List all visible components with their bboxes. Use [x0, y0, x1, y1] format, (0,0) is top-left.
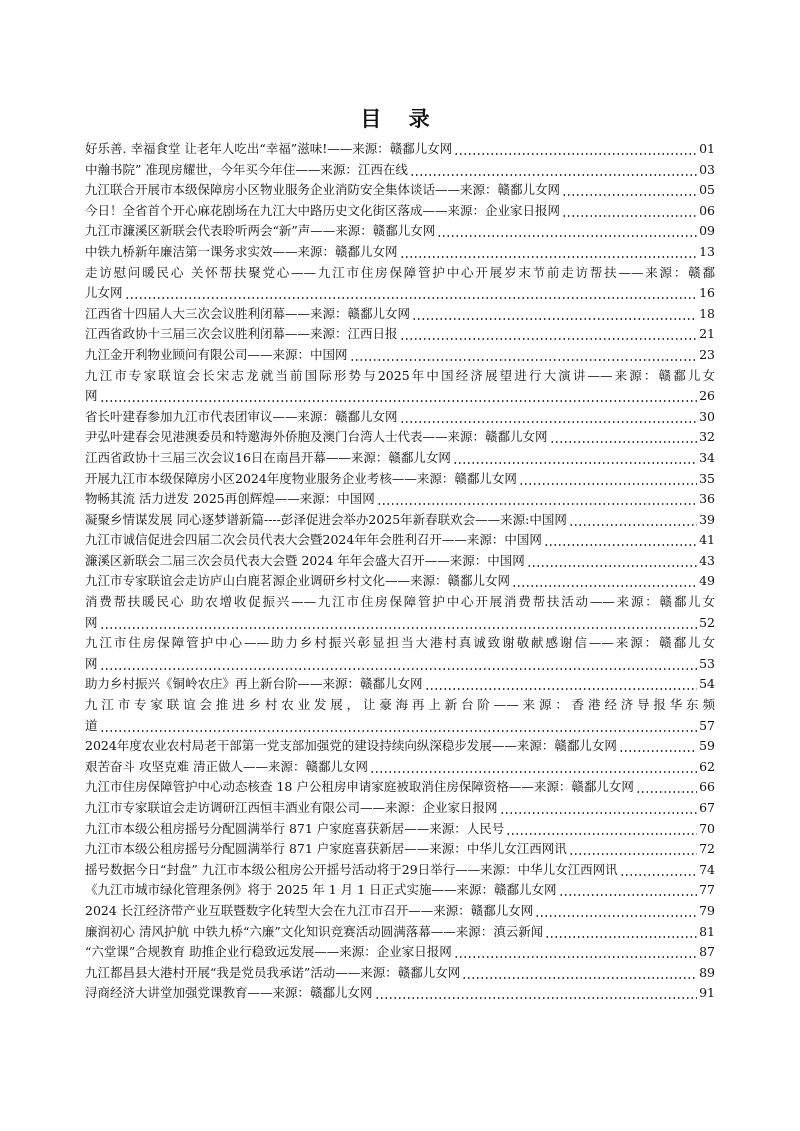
toc-entry[interactable] — [85, 345, 715, 366]
toc-entry[interactable] — [85, 366, 715, 407]
toc-page-number: 41 — [699, 532, 715, 548]
dot-leader — [370, 757, 697, 773]
dot-leader — [412, 304, 697, 320]
toc-list — [85, 139, 715, 1004]
toc-entry[interactable] — [85, 674, 715, 695]
toc-page-number: 03 — [699, 161, 715, 177]
toc-page-number: 72 — [699, 841, 715, 857]
toc-entry-title: 九江都昌县大港村开展“我是党员我承诺”活动——来源：赣鄱儿女网 — [85, 964, 461, 980]
toc-entry[interactable] — [85, 592, 715, 633]
toc-entry-title: 开展九江市本级保障房小区2024年度物业服务企业考核——来源：赣鄱儿女网 — [85, 470, 517, 486]
toc-entry-title-line1: 消费帮扶暖民心 助农增收促振兴——九江市住房保障管护中心开展消费帮扶活动——来源：赣鄱儿女 — [85, 594, 715, 610]
toc-page-number: 26 — [699, 388, 715, 404]
dot-leader — [619, 736, 697, 752]
toc-page-number: 66 — [699, 779, 715, 795]
toc-entry-title: 艰苦奋斗 攻坚克难 清正做人——来源：赣鄱儿女网 — [85, 758, 368, 774]
toc-page-number: 32 — [699, 429, 715, 445]
dot-leader — [500, 798, 698, 814]
toc-entry[interactable] — [85, 139, 715, 160]
toc-entry-title: 中瀚书院” 准现房耀世，今年买今年住——来源：江西在线 — [85, 161, 408, 177]
toc-entry-title: 浔商经济大讲堂加强党课教育——来源：赣鄱儿女网 — [85, 985, 373, 1001]
toc-entry-title: 2024年度农业农村局老干部第一党支部加强党的建设持续向纵深稳步发展——来源：赣鄱儿女网 — [85, 738, 617, 754]
toc-page-number: 21 — [699, 326, 715, 342]
toc-page-number: 49 — [699, 573, 715, 589]
dot-leader — [506, 819, 697, 835]
toc-page-number: 06 — [699, 202, 715, 218]
toc-page-number: 01 — [699, 141, 715, 156]
dot-leader — [425, 674, 698, 690]
toc-entry[interactable] — [85, 901, 715, 922]
toc-entry[interactable] — [85, 427, 715, 448]
dot-leader — [350, 345, 698, 361]
toc-page-number: 09 — [699, 223, 715, 239]
toc-page-number: 59 — [699, 738, 715, 754]
toc-page-number: 52 — [699, 614, 715, 630]
toc-page-number: 39 — [699, 511, 715, 527]
toc-entry[interactable] — [85, 160, 715, 181]
dot-leader — [100, 386, 698, 402]
toc-entry[interactable] — [85, 880, 715, 901]
toc-entry-title-line1: 走访慰问暖民心 关怀帮扶聚党心——九江市住房保障管护中心开展岁末节前走访帮扶——来源：赣鄱 — [85, 264, 715, 280]
dot-leader — [400, 324, 698, 340]
dot-leader — [512, 571, 697, 587]
toc-entry-title: 2024 长江经济带产业互联暨数字化转型大会在九江市召开——来源：赣鄱儿女网 — [85, 902, 534, 918]
toc-entry[interactable] — [85, 983, 715, 1004]
toc-entry-title: 《九江市城市绿化管理条例》将于 2025 年 1 月 1 日正式实施——来源：赣鄱儿女网 — [85, 882, 557, 898]
toc-entry-title: 助力乡村振兴《铜岭农庄》再上新台阶——来源：赣鄱儿女网 — [85, 676, 423, 692]
toc-page-number: 89 — [699, 964, 715, 980]
dot-leader — [462, 963, 697, 979]
toc-entry-title: “六堂课”合规教育 助推企业行稳致远发展——来源：企业家日报网 — [85, 944, 452, 960]
dot-leader — [544, 530, 697, 546]
page-title: 目 录 — [360, 107, 440, 131]
toc-entry-title-line1: 九江市住房保障管护中心——助力乡村振兴彰显担当大港村真诚致谢敬献感谢信——来源：赣鄱儿女 — [85, 635, 715, 651]
toc-entry[interactable] — [85, 324, 715, 345]
toc-page-number: 53 — [699, 655, 715, 671]
toc-entry[interactable] — [85, 469, 715, 490]
dot-leader — [545, 922, 697, 938]
toc-entry[interactable] — [85, 736, 715, 757]
dot-leader — [453, 448, 697, 464]
dot-leader — [375, 983, 698, 999]
toc-entry[interactable] — [85, 571, 715, 592]
toc-page-number: 23 — [699, 346, 715, 362]
dot-leader — [454, 139, 697, 155]
dot-leader — [519, 469, 697, 485]
toc-entry-title: 物畅其流 活力迸发 2025再创辉煌——来源：中国网 — [85, 491, 375, 507]
toc-entry-title: 九江金开利物业顾问有限公司——来源：中国网 — [85, 346, 348, 362]
toc-page-number: 13 — [699, 243, 715, 259]
toc-entry[interactable] — [85, 304, 715, 325]
toc-entry[interactable] — [85, 942, 715, 963]
toc-entry-title-line2: 道 — [85, 717, 98, 733]
toc-entry-title: 九江联合开展市本级保障房小区物业服务企业消防安全集体谈话——来源：赣鄱儿女网 — [85, 182, 561, 198]
toc-entry-title: 九江市住房保障管护中心动态核查 18 户公租房申请家庭被取消住房保障资格——来源：赣鄱儿女网 — [85, 779, 634, 795]
toc-entry-title: 九江市专家联谊会走访庐山白鹿茗源企业调研乡村文化——来源：赣鄱儿女网 — [85, 573, 511, 589]
dot-leader — [535, 901, 697, 917]
toc-page-number: 70 — [699, 820, 715, 836]
toc-entry-title-line2: 网 — [85, 388, 98, 404]
toc-entry[interactable] — [85, 407, 715, 428]
toc-entry-title: 凝聚乡情谋发展 同心逐梦谱新篇----彭泽促进会举办2025年新春联欢会——来源:中国网 — [85, 511, 567, 527]
dot-leader — [125, 283, 698, 299]
toc-entry[interactable] — [85, 757, 715, 778]
dot-leader — [400, 407, 698, 423]
toc-entry-title: 省长叶建春参加九江市代表团审议——来源：赣鄱儿女网 — [85, 408, 398, 424]
toc-entry-title: 摇号数据今日“封盘” 九江市本级公租房公开摇号活动将于29日举行——来源：中华儿女江西网讯 — [85, 861, 618, 877]
toc-entry[interactable] — [85, 860, 715, 881]
toc-entry-title-line2: 网 — [85, 655, 98, 671]
dot-leader — [636, 777, 697, 793]
toc-page-number: 05 — [699, 182, 715, 198]
toc-entry-title-line1: 九江市专家联谊会长宋志龙就当前国际形势与2025年中国经济展望进行大演讲——来源：赣鄱儿女 — [85, 367, 715, 383]
dot-leader — [454, 942, 697, 958]
toc-entry[interactable] — [85, 448, 715, 469]
dot-leader — [550, 427, 698, 443]
toc-page-number: 81 — [699, 923, 715, 939]
dot-leader — [569, 839, 697, 855]
toc-page-number: 36 — [699, 491, 715, 507]
dot-leader — [437, 221, 697, 237]
toc-page-number: 67 — [699, 800, 715, 815]
dot-leader — [410, 160, 697, 176]
dot-leader — [377, 489, 697, 505]
toc-page-number: 30 — [699, 408, 715, 424]
toc-entry-title: 九江市本级公租房摇号分配圆满举行 871 户家庭喜获新居——来源：人民号 — [85, 820, 505, 836]
toc-entry[interactable] — [85, 963, 715, 984]
toc-entry[interactable] — [85, 798, 715, 819]
toc-entry[interactable] — [85, 633, 715, 674]
toc-entry[interactable] — [85, 201, 715, 222]
toc-page-number: 34 — [699, 449, 715, 465]
toc-entry-title: 今日！全省首个开心麻花剧场在九江大中路历史文化街区落成——来源：企业家日报网 — [85, 202, 561, 218]
toc-entry-title: 九江市本级公租房摇号分配圆满举行 871 户家庭喜获新居——来源：中华儿女江西网讯 — [85, 841, 567, 857]
toc-entry-title: 濂溪区新联会二届三次会员代表大会暨 2024 年年会盛大召开——来源：中国网 — [85, 552, 525, 568]
toc-entry[interactable] — [85, 221, 715, 242]
toc-entry[interactable] — [85, 551, 715, 572]
dot-leader — [569, 510, 697, 526]
toc-entry-title-line2: 儿女网 — [85, 285, 123, 301]
toc-entry[interactable] — [85, 777, 715, 798]
toc-page-number: 43 — [699, 552, 715, 568]
toc-page-number: 74 — [699, 861, 715, 877]
toc-entry-title-line1: 九江市专家联谊会推进乡村农业发展，让豪海再上新台阶——来源：香港经济导报华东频 — [85, 697, 715, 713]
toc-entry-title: 中铁九桥新年廉洁第一课务求实效——来源：赣鄱儿女网 — [85, 243, 398, 259]
toc-entry-title: 尹弘叶建春会见港澳委员和特邀海外侨胞及澳门台湾人士代表——来源：赣鄱儿女网 — [85, 429, 548, 445]
toc-page-number: 57 — [699, 717, 715, 733]
toc-entry[interactable] — [85, 530, 715, 551]
dot-leader — [100, 613, 698, 629]
dot-leader — [559, 880, 698, 896]
toc-entry-title: 江西省政协十三届三次会议16日在南昌开幕——来源：赣鄱儿女网 — [85, 449, 451, 465]
toc-entry[interactable] — [85, 510, 715, 531]
dot-leader — [527, 551, 697, 567]
toc-entry-title: 九江市专家联谊会走访调研江西恒丰酒业有限公司——来源：企业家日报网 — [85, 800, 498, 815]
toc-page-number: 18 — [699, 305, 715, 321]
toc-entry-title: 廉润初心 清风护航 中铁九桥“六廉”文化知识竞赛活动圆满落幕——来源：滇云新闻 — [85, 923, 544, 939]
toc-entry-title: 好乐善. 幸福食堂 让老年人吃出“幸福”滋味!——来源：赣鄱儿女网 — [85, 141, 453, 156]
toc-entry[interactable] — [85, 695, 715, 736]
toc-entry[interactable] — [85, 922, 715, 943]
toc-entry-title: 九江市濂溪区新联会代表聆听两会“新”声——来源：赣鄱儿女网 — [85, 223, 436, 239]
toc-entry[interactable] — [85, 819, 715, 840]
toc-entry[interactable] — [85, 263, 715, 304]
toc-entry-title: 九江市诚信促进会四届二次会员代表大会暨2024年年会胜利召开——来源：中国网 — [85, 532, 542, 548]
dot-leader — [620, 860, 697, 876]
toc-entry-title: 江西省政协十三届三次会议胜利闭幕——来源：江西日报 — [85, 326, 398, 342]
toc-page-number: 87 — [699, 944, 715, 960]
dot-leader — [100, 716, 698, 732]
toc-page-number: 16 — [699, 285, 715, 301]
toc-entry-title: 江西省十四届人大三次会议胜利闭幕——来源：赣鄱儿女网 — [85, 305, 411, 321]
dot-leader — [100, 654, 698, 670]
dot-leader — [400, 242, 698, 258]
toc-entry[interactable] — [85, 839, 715, 860]
toc-page-number: 54 — [699, 676, 715, 692]
toc-entry-title-line2: 网 — [85, 614, 98, 630]
dot-leader — [562, 180, 697, 196]
toc-page-number: 62 — [699, 758, 715, 774]
toc-page-number: 77 — [699, 882, 715, 898]
toc-page-number: 79 — [699, 902, 715, 918]
toc-page-number: 35 — [699, 470, 715, 486]
toc-entry[interactable] — [85, 242, 715, 263]
toc-entry[interactable] — [85, 489, 715, 510]
toc-entry[interactable] — [85, 180, 715, 201]
toc-page-number: 91 — [699, 985, 715, 1001]
dot-leader — [562, 201, 697, 217]
